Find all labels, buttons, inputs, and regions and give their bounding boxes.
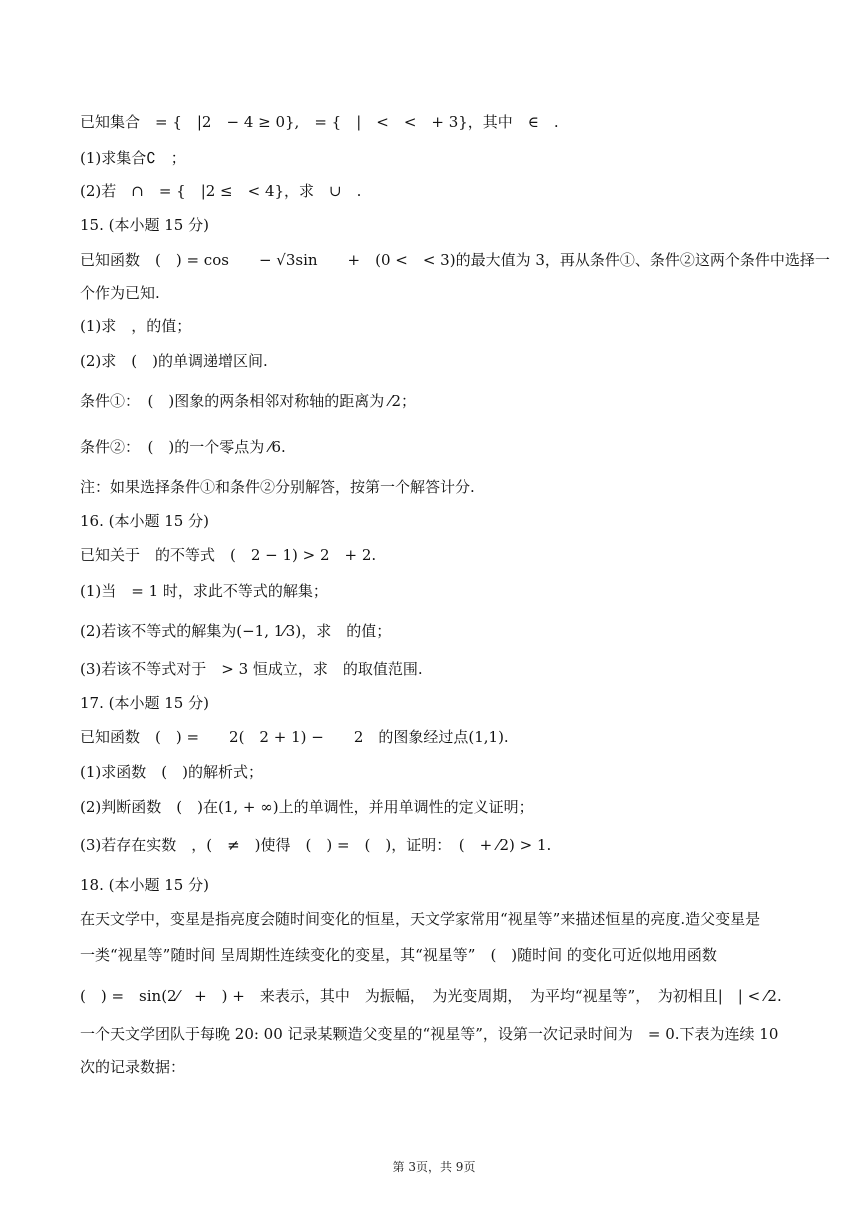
q15-condition-2: 条件②： ( )的一个零点为 ⁄6. [80, 438, 286, 456]
q14-part1: (1)求集合∁ ； [80, 149, 186, 167]
q15-note: 注：如果选择条件①和条件②分别解答，按第一个解答计分. [80, 478, 475, 496]
q18-text-line-4: 一个天文学团队于每晚 20: 00 记录某颗造父变星的“视星等”，设第一次记录时间为 = 0.下表为连续 10 [80, 1025, 779, 1043]
q17-part2: (2)判断函数 ( )在(1, + ∞)上的单调性，并用单调性的定义证明； [80, 798, 534, 816]
q16-part2: (2)若该不等式的解集为(−1, 1⁄3)，求 的值； [80, 622, 392, 640]
q17-part1: (1)求函数 ( )的解析式； [80, 763, 263, 781]
q15-part2: (2)求 ( )的单调递增区间. [80, 352, 268, 370]
q18-header: 18. (本小题 15 分) [80, 876, 209, 894]
page-number-footer: 第 3页，共 9页 [392, 1160, 476, 1174]
q16-part3: (3)若该不等式对于 > 3 恒成立，求 的取值范围. [80, 660, 423, 678]
q14-intro: 已知集合 = { |2 − 4 ≥ 0}, = { | < < + 3}，其中 ∈ . [80, 113, 559, 131]
q17-intro: 已知函数 ( ) = 2( 2 + 1) − 2 的图象经过点(1,1). [80, 728, 509, 746]
q18-text-line-1: 在天文学中，变星是指亮度会随时间变化的恒星，天文学家常用“视星等”来描述恒星的亮度.造父变星是 [80, 910, 761, 928]
q15-header: 15. (本小题 15 分) [80, 216, 209, 234]
q16-intro: 已知关于 的不等式 ( 2 − 1) > 2 + 2. [80, 546, 377, 564]
q15-intro-a: 已知函数 ( ) = cos − √3sin + (0 < < 3)的最大值为 3，再从条件①、条件②这两个条件中选择一 [80, 251, 830, 269]
q15-part1: (1)求 ，的值； [80, 317, 192, 335]
q16-header: 16. (本小题 15 分) [80, 512, 209, 530]
q17-part3: (3)若存在实数 ，( ≠ )使得 ( ) = ( )，证明： ( + ⁄2) > 1. [80, 836, 552, 854]
q15-intro-b: 个作为已知. [80, 284, 160, 302]
q16-part1: (1)当 = 1 时，求此不等式的解集； [80, 582, 328, 600]
q18-text-line-2: 一类“视星等”随时间 呈周期性连续变化的变星，其“视星等” ( )随时间 的变化可近似地用函数 [80, 946, 717, 964]
q17-header: 17. (本小题 15 分) [80, 694, 209, 712]
q18-text-line-3: ( ) = sin(2⁄ + ) + 来表示，其中 为振幅， 为光变周期， 为平均“视星等”， 为初相且| | < ⁄2. [80, 987, 782, 1005]
q14-part2: (2)若 ∩ = { |2 ≤ < 4}，求 ∪ . [80, 182, 362, 200]
q18-text-line-5: 次的记录数据： [80, 1058, 186, 1076]
q15-condition-1: 条件①： ( )图象的两条相邻对称轴的距离为 ⁄2； [80, 392, 417, 410]
